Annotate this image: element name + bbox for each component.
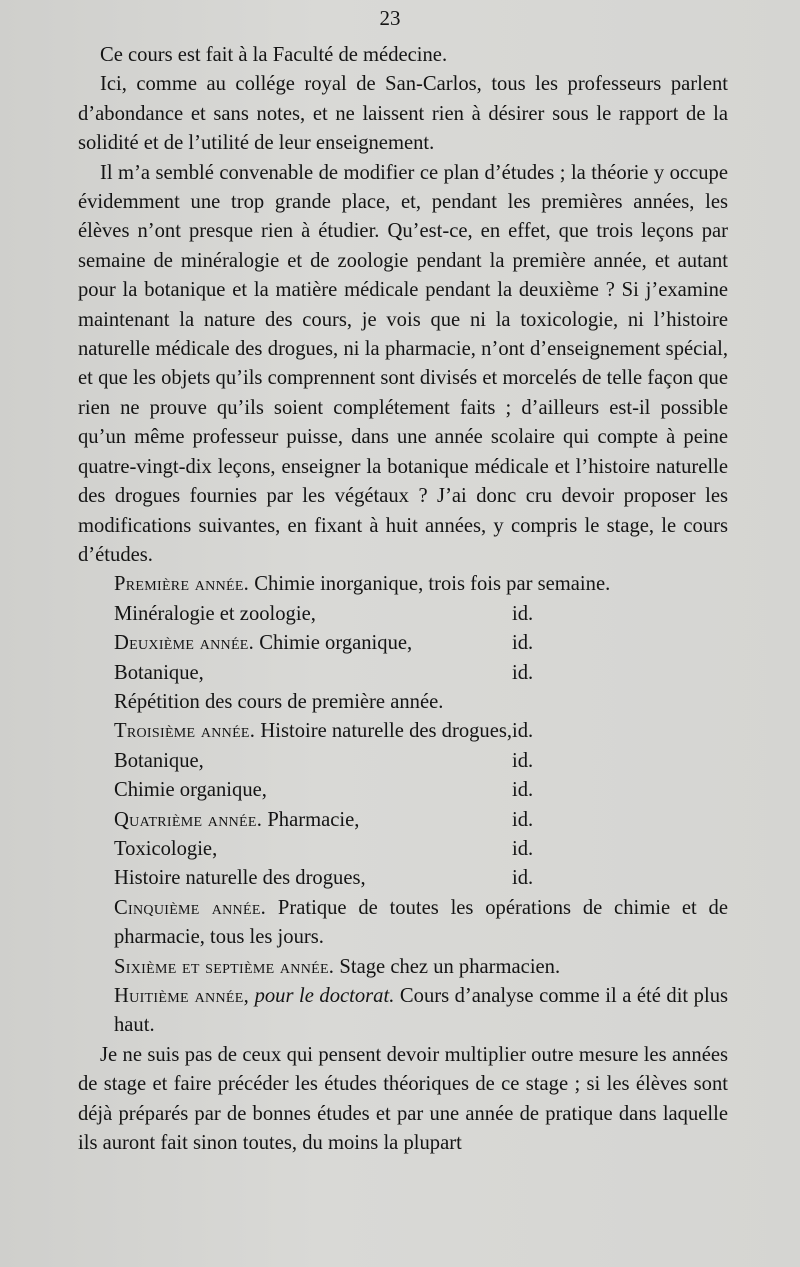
course-name: Toxicologie, [114,837,218,860]
year-label: Quatrième année. [114,808,263,831]
idem-mark: id. [512,779,534,802]
course-name: Botanique, [114,749,204,772]
curriculum-year-3 [78,717,728,746]
course-name: Chimie organique, [114,779,267,802]
course-name: Histoire naturelle des drogues, [260,720,513,743]
curriculum-year-1 [78,570,728,599]
year-qualifier: pour le doctorat. [254,985,395,1007]
year-label: Sixième et septième année. [114,955,335,978]
course-name: Répétition des cours de première année. [114,690,444,713]
paragraph-3: Il m’a semblé convenable de modifier ce plan d’études ; la théorie y occupe évidemment une trop grande place, et, pendant les premières années, les élèves n’ont presque rien à étudier. Qu’est-ce, en effet, que trois leçons par semaine de minéralogie et de zoologie pendant la première année, et autant pour la botanique et la matière médicale pendant la deuxième ? Si j’examine maintenant la nature des cours, je vois que ni la toxicologie, ni l’histoire naturelle médicale des drogues, ni la pharmacie, n’ont d’enseignement spécial, et que les objets qu’ils comprennent sont divisés et morcelés de telle façon que rien ne prouve qu’ils soient complétement faits ; d’ailleurs est-il possible qu’un même professeur puisse, dans une année scolaire qui compte à peine quatre-vingt-dix leçons, enseigner la botanique médicale et l’histoire naturelle des drogues fournies par les végétaux ? J’ai donc cru devoir proposer les modifications suivantes, en fixant à huit années, y compris le stage, le cours d’études. [78,161,728,566]
page-body [78,41,728,1158]
curriculum-line [78,600,728,629]
curriculum-year-8 [78,982,728,1041]
year-label: Deuxième année. [114,632,255,655]
year-label: Huitième année, [114,985,250,1007]
course-name: Minéralogie et zoologie, [114,602,316,625]
year-label: Première année. [114,573,250,596]
course-name: Chimie organique, [259,632,413,655]
course-name: Pratique de toutes les opérations de chimie et de pharmacie, tous les jours. [114,896,728,949]
idem-mark: id. [512,602,534,625]
paragraph-1: Ce cours est fait à la Faculté de médecine. [100,44,448,66]
idem-mark: id. [512,632,534,655]
idem-mark: id. [512,661,534,684]
page-number: 23 [379,6,401,30]
paragraph-last: Je ne suis pas de ceux qui pensent devoir multiplier outre mesure les années de stage et faire précéder les études théoriques de ce stage ; si les élèves sont déjà préparés par de bonnes études et par une année de pratique dans laquelle ils auront fait sinon toutes, du moins la plupart [78,1043,728,1155]
curriculum-year-2 [78,629,728,658]
curriculum-year-4 [78,806,728,835]
course-name: Botanique, [114,661,204,684]
curriculum-line [78,864,728,893]
curriculum-year-5 [78,894,728,953]
course-name: Histoire naturelle des drogues, [114,867,366,890]
course-name: Cours d’analyse comme il a été dit plus haut. [114,985,729,1037]
paragraph-2: Ici, comme au collége royal de San-Carlos, tous les professeurs parlent d’abondance et sans notes, et ne laissent rien à désirer sous le rapport de la solidité et de l’utilité de leur enseignement. [78,73,728,155]
curriculum-line [78,747,728,776]
course-name: Chimie inorganique, trois fois par semaine. [254,573,611,596]
idem-mark: id. [512,749,534,772]
idem-mark: id. [512,808,534,831]
year-label: Cinquième année. [114,896,267,919]
curriculum-line [78,835,728,864]
course-name: Stage chez un pharmacien. [339,955,561,978]
curriculum-year-6-7 [78,953,728,982]
curriculum-line [78,659,728,688]
curriculum-line [78,776,728,805]
course-name: Pharmacie, [267,808,360,831]
idem-mark: id. [512,720,534,743]
idem-mark: id. [512,867,534,890]
year-label: Troisième année. [114,720,256,743]
idem-mark: id. [512,837,534,860]
